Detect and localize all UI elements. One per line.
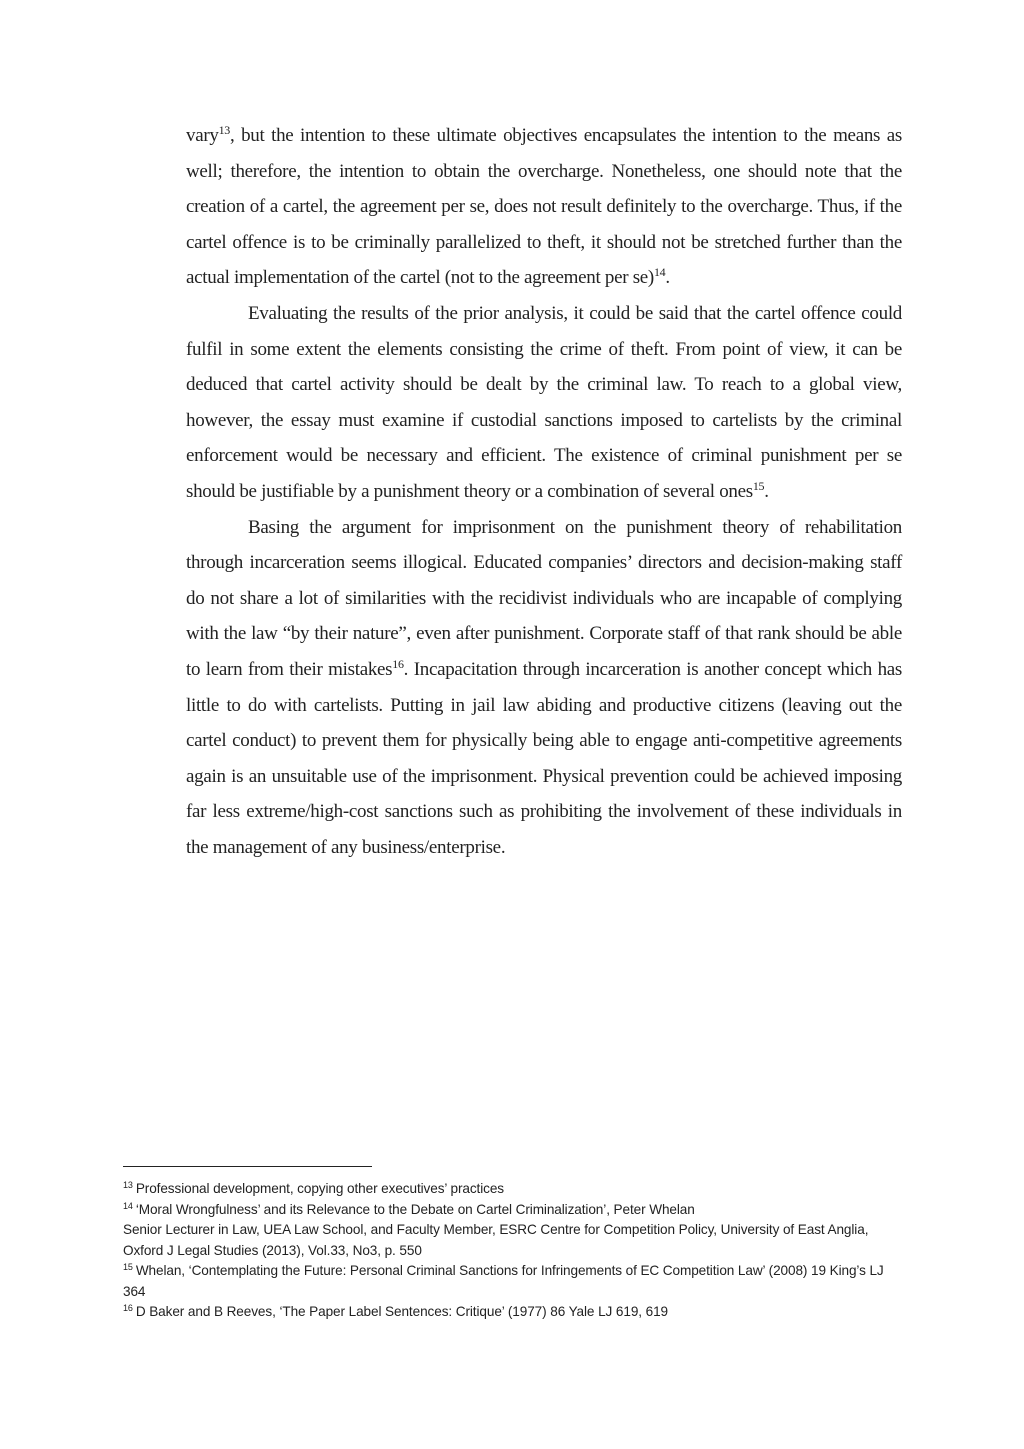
- footnote-number: 13: [123, 1180, 133, 1190]
- text-segment: Evaluating the results of the prior analysis, it could be said that the cartel offence could fulfil in some extent the elements consisting the crime of theft. From point of view, it can be deduced that cartel activity should be dealt by the criminal law. To reach to a global view, however, the essay must examine if custodial sanctions imposed to cartelists by the criminal enforcement would be necessary and efficient. The existence of criminal punishment per se should be justifiable by a punishment theory or a combination of several ones: [186, 302, 902, 502]
- footnote-number: 16: [123, 1303, 133, 1313]
- text-segment: .: [764, 480, 769, 502]
- paragraph: [186, 118, 902, 296]
- footnote-number: 15: [123, 1262, 133, 1272]
- paragraph: [186, 510, 902, 866]
- footnote-text: D Baker and B Reeves, ‘The Paper Label Sentences: Critique’ (1977) 86 Yale LJ 619, 619: [135, 1304, 669, 1319]
- text-segment: vary: [186, 125, 219, 146]
- footnote: [123, 1200, 903, 1262]
- footnote: [123, 1261, 903, 1302]
- text-segment: . Incapacitation through incarceration is another concept which has little to do with cartelists. Putting in jail law abiding and productive citizens (leaving out the cartel conduct) to prevent them for physically being able to engage anti-competitive agreements again is an unsuitable use of the imprisonment. Physical prevention could be achieved imposing far less extreme/high-cost sanctions such as prohibiting the involvement of these individuals in the management of any business/enterprise.: [186, 658, 902, 858]
- text-segment: , but the intention to these ultimate objectives encapsulates the intention to the means as well; therefore, the intention to obtain the overcharge. Nonetheless, one should note that the creation of a cartel, the agreement per se, does not result definitely to the overcharge. Thus, if the cartel offence is to be criminally parallelized to theft, it should not be stretched further than the actual implementation of the cartel (not to the agreement per se): [186, 125, 902, 289]
- footnote-reference[interactable]: 13: [218, 123, 230, 137]
- footnote: [123, 1179, 903, 1200]
- footnote-text: Whelan, ‘Contemplating the Future: Personal Criminal Sanctions for Infringements of EC Competition Law’ (2008) 19 King’s LJ 364: [123, 1263, 884, 1299]
- footnotes: [123, 1179, 903, 1323]
- footnote-text: Senior Lecturer in Law, UEA Law School, and Faculty Member, ESRC Centre for Competition Policy, University of East Anglia, Oxford J Legal Studies (2013), Vol.33, No3, p. 550: [123, 1222, 869, 1258]
- paragraph: [186, 296, 902, 510]
- body-text: [186, 118, 902, 865]
- footnote-text: ‘Moral Wrongfulness’ and its Relevance to the Debate on Cartel Criminalization’, Peter Whelan: [135, 1201, 695, 1217]
- footnote-reference[interactable]: 16: [392, 656, 404, 671]
- footnote-reference[interactable]: 15: [752, 478, 765, 493]
- footnote-reference[interactable]: 14: [653, 265, 666, 280]
- footnote: [123, 1302, 903, 1323]
- footnote-number: 14: [123, 1200, 133, 1211]
- footnote-text: Professional development, copying other executives’ practices: [135, 1181, 504, 1196]
- text-segment: .: [665, 267, 670, 289]
- text-segment: Basing the argument for imprisonment on the punishment theory of rehabilitation through incarceration seems illogical. Educated companies’ directors and decision-making staff do not share a lot of similarities with the recidivist individuals who are incapable of complying with the law “by their nature”, even after punishment. Corporate staff of that rank should be able to learn from their mistakes: [186, 516, 902, 680]
- footnote-separator: [123, 1166, 372, 1167]
